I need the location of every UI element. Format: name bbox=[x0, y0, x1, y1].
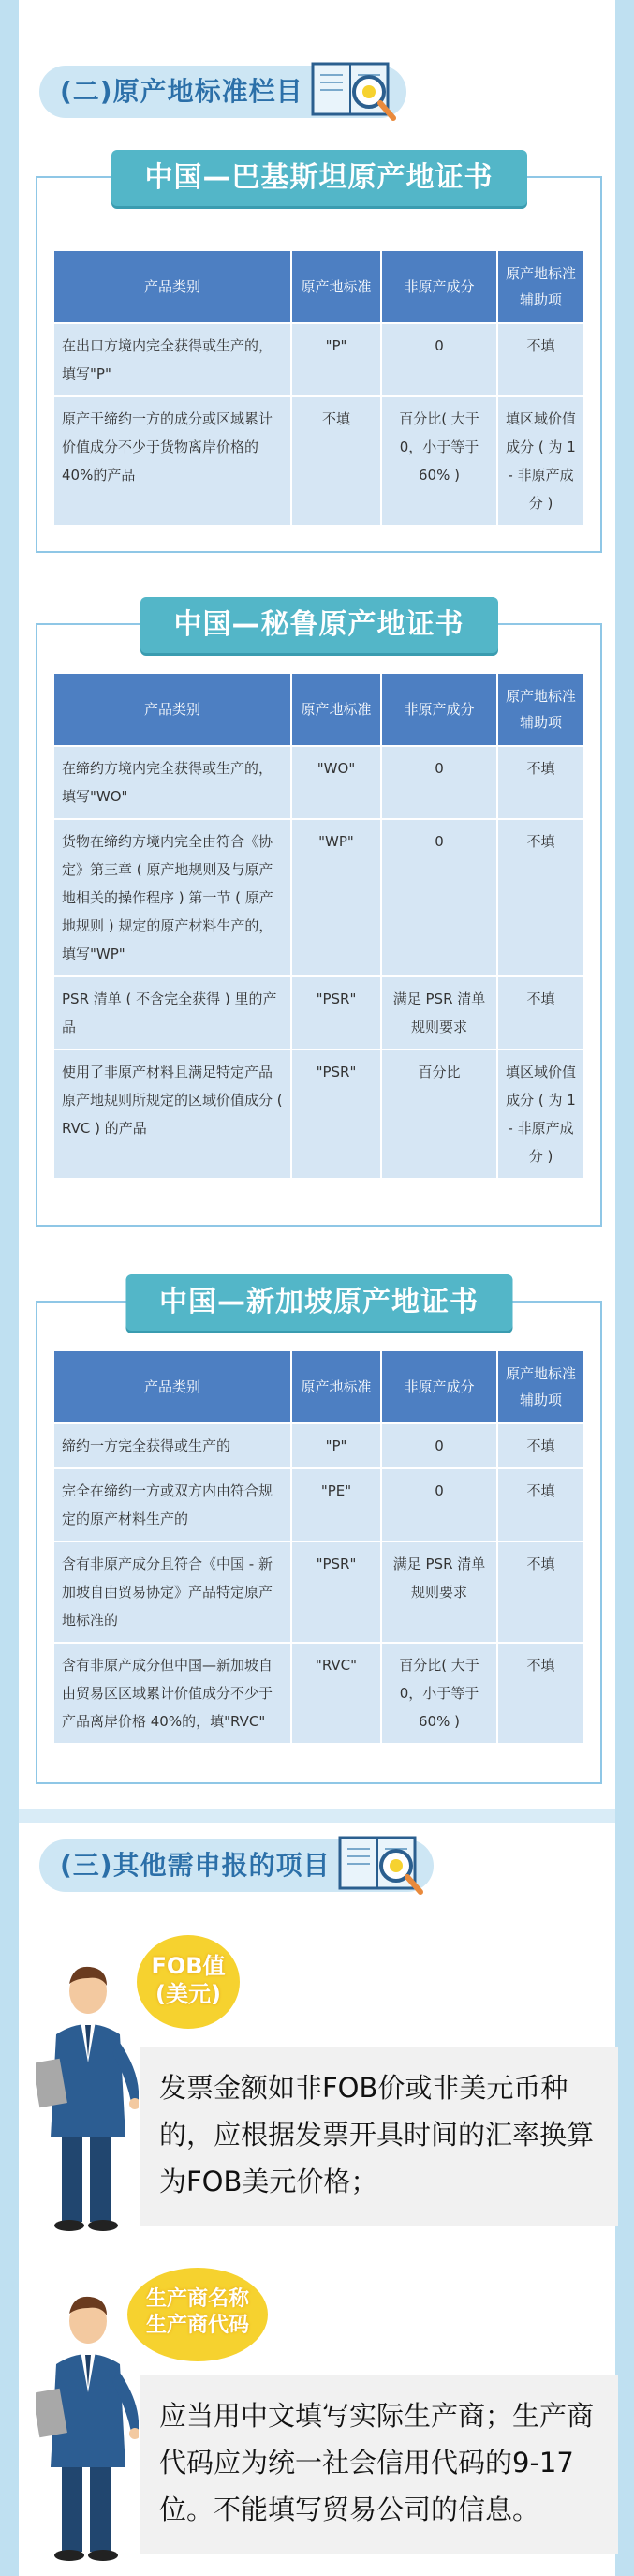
cell: 满足 PSR 清单规则要求 bbox=[381, 976, 497, 1050]
left-border bbox=[0, 0, 19, 2576]
cell: 0 bbox=[381, 1468, 497, 1541]
book-magnifier-icon bbox=[334, 1828, 428, 1899]
cell: 货物在缔约方境内完全由符合《协定》第三章 ( 原产地规则及与原产地相关的操作程序 ) 第一节 ( 原产地规则 ) 规定的原产材料生产的，填写"WP" bbox=[53, 819, 291, 976]
col-header: 原产地标准 bbox=[291, 673, 381, 746]
col-header: 非原产成分 bbox=[381, 673, 497, 746]
cell: 0 bbox=[381, 323, 497, 396]
col-header: 产品类别 bbox=[53, 673, 291, 746]
cell: "P" bbox=[291, 323, 381, 396]
cell: 原产于缔约一方的成分或区域累计价值成分不少于货物离岸价格的 40%的产品 bbox=[53, 396, 291, 526]
cell: "WP" bbox=[291, 819, 381, 976]
col-header: 非原产成分 bbox=[381, 250, 497, 323]
cell: "PSR" bbox=[291, 1541, 381, 1643]
col-header: 原产地标准辅助项 bbox=[497, 673, 584, 746]
col-header: 原产地标准 bbox=[291, 1350, 381, 1423]
card-peru bbox=[36, 608, 602, 1227]
cell: 0 bbox=[381, 819, 497, 976]
book-magnifier-icon bbox=[307, 54, 401, 126]
col-header: 原产地标准辅助项 bbox=[497, 250, 584, 323]
col-header: 原产地标准辅助项 bbox=[497, 1350, 584, 1423]
businessman-icon bbox=[36, 2289, 139, 2570]
cell: "PSR" bbox=[291, 976, 381, 1050]
businessman-icon bbox=[36, 1959, 139, 2241]
cell: 不填 bbox=[291, 396, 381, 526]
manufacturer-tag bbox=[127, 2268, 268, 2361]
cell: "WO" bbox=[291, 746, 381, 819]
cell: 含有非原产成分但中国—新加坡自由贸易区区域累计价值成分不少于产品离岸价格 40%的，填"RVC" bbox=[53, 1643, 291, 1744]
cell: 不填 bbox=[497, 1468, 584, 1541]
table-row bbox=[53, 976, 584, 1050]
table-pakistan bbox=[52, 249, 585, 527]
other-items-panel bbox=[19, 1823, 615, 2576]
cell: 不填 bbox=[497, 323, 584, 396]
table-row bbox=[53, 323, 584, 396]
standards-panel bbox=[19, 0, 615, 1809]
cell: "PSR" bbox=[291, 1050, 381, 1179]
cell: 0 bbox=[381, 1423, 497, 1468]
section3-title: (三)其他需申报的项目 bbox=[39, 1839, 434, 1892]
section3-header bbox=[39, 1839, 434, 1892]
section2-header bbox=[39, 66, 406, 118]
table-singapore bbox=[52, 1349, 585, 1745]
cell: "PE" bbox=[291, 1468, 381, 1541]
card-title: 中国—新加坡原产地证书 bbox=[125, 1274, 512, 1331]
card-title: 中国—秘鲁原产地证书 bbox=[140, 597, 498, 653]
cell: 不填 bbox=[497, 976, 584, 1050]
cell: 在缔约方境内完全获得或生产的，填写"WO" bbox=[53, 746, 291, 819]
right-border bbox=[615, 0, 634, 2576]
cell: "RVC" bbox=[291, 1643, 381, 1744]
table-row bbox=[53, 746, 584, 819]
card-pakistan bbox=[36, 161, 602, 553]
fob-tag bbox=[137, 1935, 240, 2029]
col-header: 非原产成分 bbox=[381, 1350, 497, 1423]
cell: 缔约一方完全获得或生产的 bbox=[53, 1423, 291, 1468]
col-header: 产品类别 bbox=[53, 1350, 291, 1423]
cell: 不填 bbox=[497, 1423, 584, 1468]
cell: 在出口方境内完全获得或生产的，填写"P" bbox=[53, 323, 291, 396]
cell: 含有非原产成分且符合《中国 - 新加坡自由贸易协定》产品特定原产地标准的 bbox=[53, 1541, 291, 1643]
section2-title: (二)原产地标准栏目 bbox=[39, 66, 406, 118]
cell: 填区域价值成分 ( 为 1 - 非原产成分 ) bbox=[497, 396, 584, 526]
table-row bbox=[53, 396, 584, 526]
cell: 百分比 bbox=[381, 1050, 497, 1179]
table-row bbox=[53, 1423, 584, 1468]
table-row bbox=[53, 819, 584, 976]
cell: 不填 bbox=[497, 819, 584, 976]
cell: 使用了非原产材料且满足特定产品原产地规则所规定的区域价值成分 ( RVC ) 的产品 bbox=[53, 1050, 291, 1179]
col-header: 原产地标准 bbox=[291, 250, 381, 323]
card-singapore bbox=[36, 1286, 602, 1784]
manufacturer-description: 应当用中文填写实际生产商；生产商代码应为统一社会信用代码的9-17位。不能填写贸易公司的信息。 bbox=[140, 2375, 618, 2554]
fob-description: 发票金额如非FOB价或非美元币种的，应根据发票开具时间的汇率换算为FOB美元价格； bbox=[140, 2047, 618, 2226]
card-title: 中国—巴基斯坦原产地证书 bbox=[111, 150, 527, 206]
cell: "P" bbox=[291, 1423, 381, 1468]
cell: PSR 清单 ( 不含完全获得 ) 里的产品 bbox=[53, 976, 291, 1050]
cell: 百分比( 大于 0，小于等于 60% ) bbox=[381, 1643, 497, 1744]
table-row bbox=[53, 1468, 584, 1541]
fob-tag-line2: (美元) bbox=[155, 1981, 221, 2007]
cell: 不填 bbox=[497, 746, 584, 819]
manufacturer-tag-line1: 生产商名称 bbox=[145, 2287, 249, 2311]
col-header: 产品类别 bbox=[53, 250, 291, 323]
cell: 不填 bbox=[497, 1541, 584, 1643]
table-row bbox=[53, 1643, 584, 1744]
cell: 不填 bbox=[497, 1643, 584, 1744]
manufacturer-tag-line2: 生产商代码 bbox=[145, 2314, 249, 2337]
table-row bbox=[53, 1050, 584, 1179]
cell: 完全在缔约一方或双方内由符合规定的原产材料生产的 bbox=[53, 1468, 291, 1541]
fob-tag-line1: FOB值 bbox=[151, 1953, 226, 1979]
cell: 0 bbox=[381, 746, 497, 819]
cell: 满足 PSR 清单规则要求 bbox=[381, 1541, 497, 1643]
cell: 填区域价值成分 ( 为 1 - 非原产成分 ) bbox=[497, 1050, 584, 1179]
table-row bbox=[53, 1541, 584, 1643]
cell: 百分比( 大于 0，小于等于 60% ) bbox=[381, 396, 497, 526]
table-peru bbox=[52, 672, 585, 1180]
